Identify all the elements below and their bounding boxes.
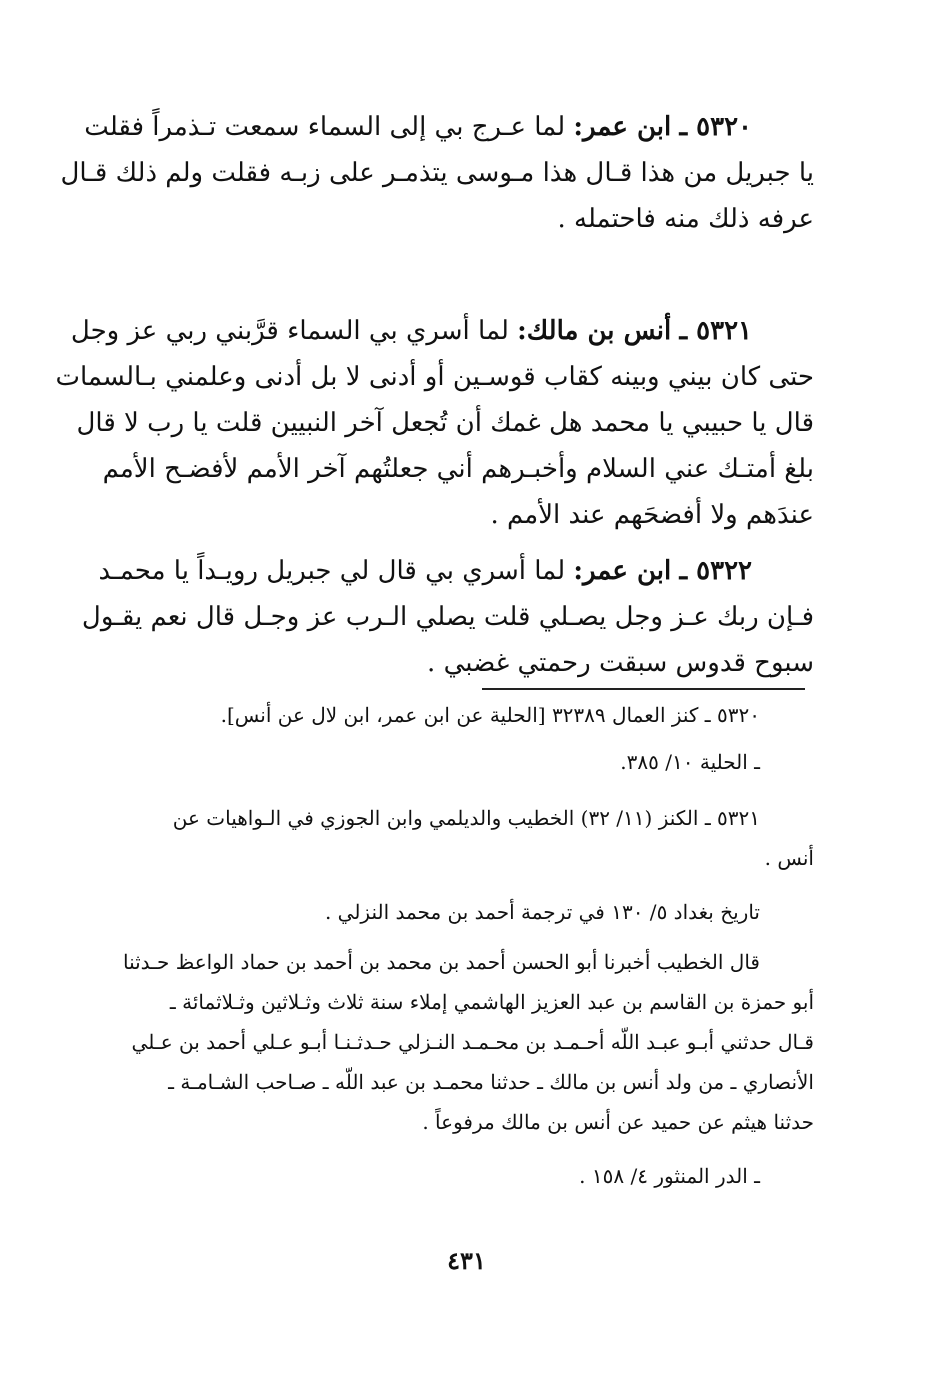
- footnote-5321: [128, 798, 814, 878]
- narrator-name: أنس بن مالك:: [517, 316, 672, 346]
- footnote-line: ـ الحلية ١٠/ ٣٨٥.: [620, 750, 760, 774]
- footnote-line: الأنصاري ـ من ولد أنس بن مالك ـ حدثنا محمـد بن عبد اللّه ـ صـاحب الشـامـة ـ: [168, 1070, 814, 1094]
- footnote-line: قـال حدثني أبـو عبـد اللّه أحـمـد بن محـمـد النـزلي حـدثـنـا أبـو عـلي أحمد بن عـلي: [131, 1030, 814, 1054]
- footnote-tarikh-baghdad: [128, 892, 814, 932]
- footnote-durr-manthur: [128, 1156, 814, 1196]
- footnote-separator: [482, 688, 805, 690]
- entry-5321: [55, 308, 814, 538]
- footnote-hilya: [128, 742, 814, 782]
- entry-5320-line-1: ٥٣٢٠ ـ ابن عمر: لما عـرج بي إلى السماء سمعت تـذمراً فقلت: [84, 112, 752, 142]
- footnote-line: أبو حمزة بن القاسم بن عبد العزيز الهاشمي إملاء سنة ثلاث وثـلاثين وثـلاثمائة ـ: [169, 990, 814, 1014]
- entry-5322-line-3: سبوح قدوس سبقت رحمتي غضبي .: [427, 648, 814, 678]
- footnote-line: ـ الدر المنثور ٤/ ١٥٨ .: [579, 1164, 760, 1188]
- entry-number: ٥٣٢٢ ـ: [679, 556, 752, 586]
- entry-5321-line-1: ٥٣٢١ ـ أنس بن مالك: لما أسري بي السماء قرَّبني ربي عز وجل: [70, 316, 752, 346]
- entry-5322-line-1: ٥٣٢٢ ـ ابن عمر: لما أسري بي قال لي جبريل رويـداً يا محمـد: [98, 556, 752, 586]
- entry-5322-line-2: فـإن ربك عـز وجل يصـلي قلت يصلي الـرب عز وجـل قال نعم يقـول: [81, 602, 814, 632]
- entry-5321-line-4: بلغ أمتـك عني السلام وأخبـرهم أني جعلتُهم آخر الأمم لأفضـح الأمم: [102, 454, 814, 484]
- entry-5322: [81, 548, 814, 686]
- entry-5321-line-5: عندَهم ولا أفضحَهم عند الأمم .: [490, 500, 814, 530]
- footnote-isnad: [122, 942, 814, 1142]
- gloss: [128, 246, 814, 292]
- footnote-line: ٥٣٢٠ ـ كنز العمال ٣٢٣٨٩ [الحلية عن ابن عمر، ابن لال عن أنس].: [220, 703, 760, 727]
- footnote-line: ٥٣٢١ ـ الكنز (١١/ ٣٢) الخطيب والديلمي وابن الجوزي في الـواهيات عن: [172, 806, 760, 830]
- entry-number: ٥٣٢٠ ـ: [679, 112, 752, 142]
- footnote-line: تاريخ بغداد ٥/ ١٣٠ في ترجمة أحمد بن محمد النزلي .: [324, 900, 760, 924]
- entry-5320-line-3: عرفه ذلك منه فاحتمله .: [557, 204, 814, 234]
- entry-5320-line-2: يا جبريل من هذا قـال هذا مـوسى يتذمـر على زبـه فقلت ولم ذلك قـال: [60, 158, 814, 188]
- footnote-5320: [128, 695, 814, 735]
- footnote-line: حدثنا هيثم عن حميد عن أنس بن مالك مرفوعاً .: [422, 1110, 814, 1134]
- gloss-line: [128, 246, 814, 292]
- footnote-line: قال الخطيب أخبرنا أبو الحسن أحمد بن محمد بن أحمد بن حماد الواعظ حـدثنا: [122, 950, 760, 974]
- entry-5321-line-3: قال يا حبيبي يا محمد هل غمك أن تُجعل آخر النبيين قلت يا رب لا قال: [76, 408, 814, 438]
- entry-5320: [60, 104, 814, 242]
- narrator-name: ابن عمر:: [573, 112, 672, 142]
- footnote-line: أنس .: [764, 846, 814, 870]
- page-number: ٤٣١: [447, 1246, 486, 1275]
- entry-5321-line-2: حتى كان بيني وبينه كقاب قوسـين أو أدنى لا بل أدنى وعلمني بـالسمات: [55, 362, 814, 392]
- narrator-name: ابن عمر:: [573, 556, 672, 586]
- entry-number: ٥٣٢١ ـ: [679, 316, 752, 346]
